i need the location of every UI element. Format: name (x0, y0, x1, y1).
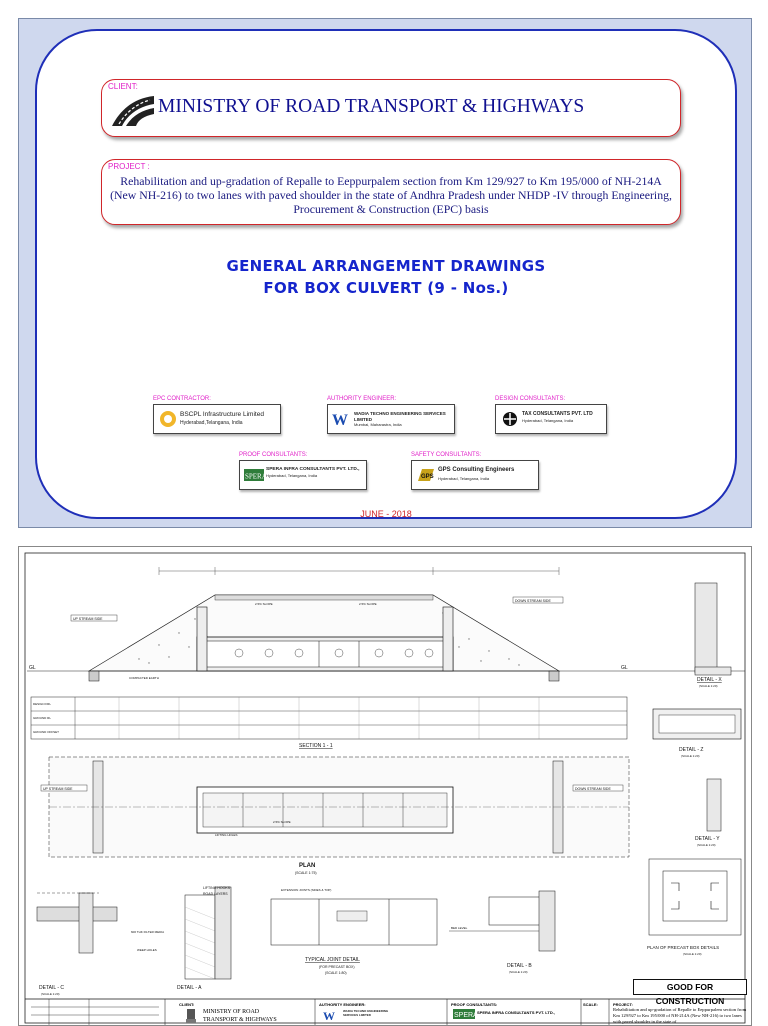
tb-client-label: CLIENT: (179, 1002, 195, 1007)
section-title: SECTION 1 - 1 (299, 743, 333, 749)
detail-z-scale: (SCALE 1:20) (681, 754, 700, 758)
detail-b (449, 891, 555, 974)
cover-frame (35, 29, 737, 519)
tb-proof-name: SPERA INFRA CONSULTANTS PVT. LTD., (477, 1010, 555, 1015)
plan-down-stream-label: DOWN STREAM SIDE (575, 787, 611, 791)
design-consultants-location: Hyderabad, Telangana, India (522, 417, 574, 423)
typical-joint-scale: (SCALE 1:80) (325, 971, 347, 975)
svg-text:W: W (323, 1009, 335, 1023)
detail-x-scale: (SCALE 1:20) (699, 684, 718, 688)
detail-a-title: DETAIL - A (177, 985, 202, 991)
epc-contractor-name: BSCPL Infrastructure Limited (180, 411, 264, 418)
svg-text:SPERA: SPERA (245, 472, 267, 481)
tb-authority-label: AUTHORITY ENGINEER: (319, 1002, 366, 1007)
good-for-construction-stamp: GOOD FOR CONSTRUCTION (633, 979, 747, 995)
bed-level-label: BED LEVEL (451, 926, 468, 930)
extension-joints-label: EXTENSION JOINTS (SIDES & TOP) (281, 888, 332, 892)
proof-consultants-card (239, 452, 365, 488)
tb-project-label: PROJECT: (613, 1002, 633, 1007)
row-offset-label: GROUND OFFSET (33, 730, 59, 734)
epc-contractor-label: EPC CONTRACTOR: (153, 396, 211, 402)
plan-lifting-holes-label: LIFTING HOLES (215, 833, 238, 837)
tb-scale-label: SCALE: (583, 1002, 598, 1007)
title-block-project (611, 1002, 749, 1025)
weep-holes-label: WEEP HOLES (137, 948, 157, 952)
safety-consultants-location: Hyderabad, Telangana, India (438, 475, 490, 481)
authority-engineer-name: WADIA TECHNO ENGINEERING SERVICES LIMITED (354, 411, 446, 422)
up-stream-label: UP STREAM SIDE (73, 617, 103, 621)
detail-b-title: DETAIL - B (507, 963, 532, 969)
client-box (101, 79, 681, 137)
plan-precast-scale: (SCALE 1:20) (683, 952, 702, 956)
proof-consultants-label: PROOF CONSULTANTS: (239, 452, 308, 458)
svg-text:GPS: GPS (421, 474, 434, 480)
plan-scale: (SCALE 1:75) (295, 871, 317, 875)
tb-project-text: Rehabilitation and up-gradation of Repalle to Eeppurpalem section from Km 129/927 to Km 195/000 of NH-214A (New NH-216) to two lanes with paved shoulder in the state of (613, 1007, 747, 1024)
drawing-title-line1: GENERAL ARRANGEMENT DRAWINGS (226, 257, 546, 275)
client-label: CLIENT: (108, 82, 138, 91)
road-layers (215, 595, 433, 600)
tb-client-name: MINISTRY OF ROAD TRANSPORT & HIGHWAYS (203, 1009, 277, 1023)
road-layers-label: ROAD LAYERS (203, 892, 228, 896)
wtes-small-logo-icon (323, 1009, 341, 1021)
design-consultants-name: TAX CONSULTANTS PVT. LTD (522, 411, 593, 417)
spera-logo-icon (244, 465, 267, 485)
project-description: Rehabilitation and up-gradation of Repalle to Eeppurpalem section from Km 129/927 to Km 195/000 of NH-214A (New NH-216) to two lanes with paved shoulder in the state of Andhra Pradesh under NHDP -IV through Engineering, Procurement & Construction (EPC) basis (110, 174, 672, 216)
detail-x (695, 583, 731, 688)
issue-date: JUNE - 2018 (360, 509, 412, 519)
plan-title: PLAN (299, 863, 316, 869)
tb-proof-label: PROOF CONSULTANTS: (451, 1002, 498, 1007)
typical-joint-title: TYPICAL JOINT DETAIL (305, 957, 360, 963)
down-stream-label: DOWN STREAM SIDE (515, 599, 551, 603)
plan-up-stream-label: UP STREAM SIDE (43, 787, 73, 791)
gl-right-label: GL (621, 665, 628, 671)
row-ground-label: GROUND RL (33, 716, 52, 720)
detail-a (131, 886, 231, 991)
authority-engineer-location: Mumbai, Maharastra, India (354, 422, 402, 427)
gl-left-label: GL (29, 665, 36, 671)
filter-media-label: 600 THK FILTER MEDIA (131, 930, 165, 934)
detail-c-title: DETAIL - C (39, 985, 65, 991)
drawing-title-line2: FOR BOX CULVERT (9 - Nos.) (263, 279, 509, 297)
authority-engineer-card (327, 396, 453, 432)
proof-consultants-location: Hyderabad, Telangana, India (266, 473, 318, 478)
level-table (31, 697, 627, 739)
title-block-proof (449, 1002, 583, 1025)
detail-c-scale: (SCALE 1:20) (41, 992, 60, 996)
compacted-earth-label: COMPACTED EARTH (129, 676, 159, 680)
design-consultants-card (495, 396, 605, 432)
detail-y (695, 779, 721, 847)
project-label: PROJECT : (108, 162, 150, 171)
title-block-authority (317, 1002, 445, 1025)
svg-text:SPERA: SPERA (454, 1012, 478, 1019)
detail-x-title: DETAIL - X (697, 677, 722, 683)
cover-sheet (18, 18, 752, 528)
plan-view (41, 757, 629, 875)
safety-consultants-label: SAFETY CONSULTANTS: (411, 452, 482, 458)
detail-b-scale: (SCALE 1:20) (509, 970, 528, 974)
safety-consultants-card (411, 452, 537, 488)
project-box (101, 159, 681, 225)
spera-small-logo-icon (453, 1009, 478, 1019)
epc-contractor-location: Hyderabad,Telangana, India (180, 419, 243, 426)
svg-text:W: W (332, 412, 348, 429)
tax-logo-icon (500, 409, 520, 429)
section-view (27, 595, 745, 681)
highway-logo-icon (110, 90, 156, 128)
bscpl-logo-icon (158, 409, 178, 429)
slope-label-2: 2.5% SLOPE (359, 602, 377, 606)
plan-precast-title: PLAN OF PRECAST BOX DETAILS (647, 945, 720, 950)
typical-joint-subtitle: (FOR PRECAST BOX) (319, 965, 355, 969)
tb-authority-name: WADIA TECHNO ENGINEERING SERVICES LIMITED (343, 1009, 389, 1017)
design-consultants-label: DESIGN CONSULTANTS: (495, 396, 566, 402)
slope-label-1: 2.5% SLOPE (255, 602, 273, 606)
client-name: MINISTRY OF ROAD TRANSPORT & HIGHWAYS (158, 96, 585, 117)
proof-consultants-name: SPERA INFRA CONSULTANTS PVT. LTD., (266, 467, 360, 472)
wtes-logo-icon (332, 409, 352, 429)
detail-y-title: DETAIL - Y (695, 836, 720, 842)
detail-c (37, 893, 117, 996)
detail-z-title: DETAIL - Z (679, 747, 704, 753)
detail-y-scale: (SCALE 1:20) (697, 843, 716, 847)
plan-of-precast-box (647, 859, 741, 956)
detail-z (653, 709, 741, 758)
drawing-sheet (18, 546, 752, 1026)
emblem-icon (185, 1008, 197, 1024)
authority-engineer-label: AUTHORITY ENGINEER: (327, 396, 397, 402)
safety-consultants-name: GPS Consulting Engineers (438, 467, 515, 473)
lifting-hooks-label: LIFTING HOOKS (203, 886, 231, 890)
gps-logo-icon (416, 465, 436, 485)
plan-slope-label: 2.5% SLOPE (273, 820, 291, 824)
epc-contractor-card (153, 396, 279, 432)
drawing-canvas (19, 547, 751, 1025)
title-block-client (165, 1002, 315, 1025)
typical-joint-detail (271, 888, 437, 975)
row-design-label: DESIGN FRL (33, 702, 52, 706)
